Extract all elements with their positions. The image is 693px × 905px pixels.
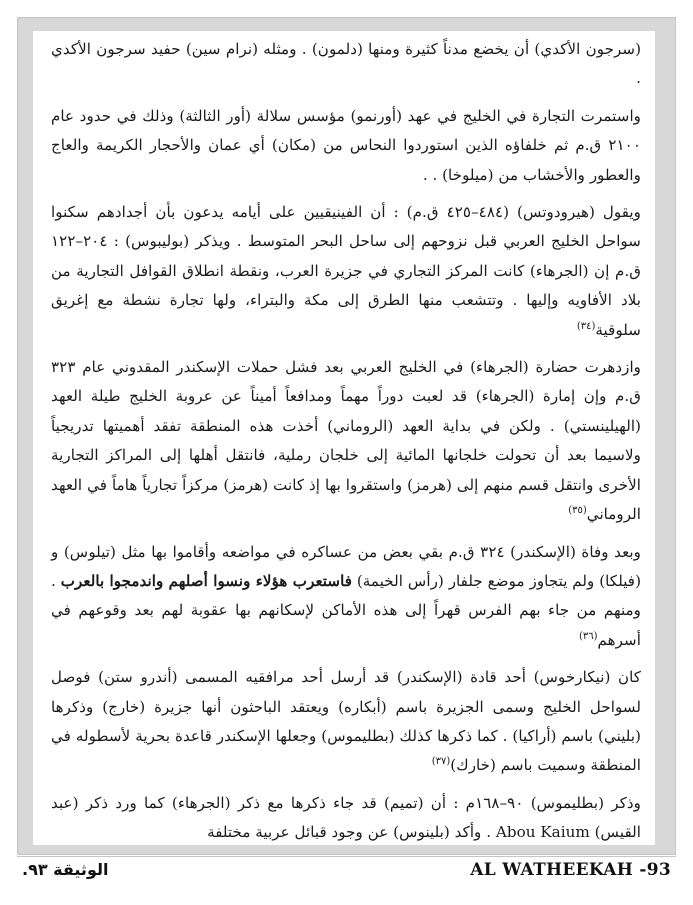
paragraph-text: كان (نيكارخوس) أحد قادة (الإسكندر) قد أرسل أحد مرافقيه المسمى (أندرو ستن) فوصل لسواحل الخليج وسمى الجزيرة باسم (أبكاره) ويعتقد الباحثون أنها جزيرة (خارج) وذكرها (بليني) باسم (أراكيا) . كما ذكرها كذلك (بطليموس) وجعلها الإسكندر قاعدة بحرية لأسطوله في المنطقة وسميت باسم (خارك) bbox=[51, 668, 641, 775]
paragraph-text: وبعد وفاة (الإسكندر) ٣٢٤ ق.م بقي بعض من عساكره في مواضعه وأقاموا بها مثل (تيلوس) و (فيلكا) ولم يتجاوز موضع جلفار (رأس الخيمة) bbox=[51, 542, 641, 590]
paragraph-text: . ومنهم من جاء بهم الفرس قهراً إلى هذه الأماكن لإسكانهم بها عقوبة لهم بعد وقوعهم في أسرهم bbox=[51, 571, 641, 649]
footer-arabic-title: الوثيقة ٩٣. bbox=[22, 860, 109, 879]
footer-divider bbox=[17, 856, 676, 857]
paragraph-text: واستمرت التجارة في الخليج في عهد (أورنمو) مؤسس سلالة (أور الثالثة) وذلك في حدود عام ٢١٠٠ ق.م ثم خلفاؤه الذين استوردوا النحاس من (مكان) أي عمان والأحجار الكريمة والعاج والعطور والأخشاب من (ميلوخا) . . bbox=[51, 106, 641, 184]
paragraph-3 bbox=[51, 198, 641, 345]
paragraph-7 bbox=[51, 789, 641, 845]
paragraph-text: (سرجون الأكدي) أن يخضع مدناً كثيرة ومنها (دلمون) . ومثله (نرام سين) حفيد سرجون الأكدي . bbox=[51, 40, 641, 88]
paragraph-2 bbox=[51, 102, 641, 190]
footnote-marker: (٣٦) bbox=[578, 630, 598, 642]
footnote-marker: (٣٧) bbox=[431, 756, 451, 768]
footnote-marker: (٣٥) bbox=[568, 505, 587, 517]
paragraph-text: وازدهرت حضارة (الجرهاء) في الخليج العربي بعد فشل حملات الإسكندر المقدوني عام ٣٢٣ ق.م وإن إمارة (الجرهاء) قد لعبت دوراً مهماً ومدافعاً أميناً عن عروبة الخليج طيلة العهد (الهيلينستي) . ولكن في بداية العهد (الروماني) أخذت هذه المنطقة تفقد أهميتها تدريجياً ولاسيما بعد أن تحولت خلجانها المائية إلى خلجان رملية، فانتقل أهلها إلى المراكز التجارية الأخرى وانتقل قسم منهم إلى (هرمز) واستقروا بها إذ كانت (هرمز) مركزاً تجارياً هاماً في العهد الروماني bbox=[51, 358, 641, 524]
footer-english-title: AL WATHEEKAH -93 bbox=[470, 860, 671, 880]
document-body bbox=[33, 31, 655, 845]
bold-phrase: فاستعرب هؤلاء ونسوا أصلهم واندمجوا بالعرب bbox=[60, 571, 352, 590]
footnote-marker: (٣٤) bbox=[576, 320, 596, 332]
paragraph-text: ويقول (هيرودوتس) (٤٨٤–٤٢٥ ق.م) : أن الفينيقيين على أيامه يدعون بأن أجدادهم سكنوا سواحل الخليج العربي قبل نزوحهم إلى ساحل البحر المتوسط . ويذكر (بوليبوس) : ٢٠٤–١٢٢ ق.م إن (الجرهاء) كانت المركز التجاري في جزيرة العرب، ونقطة انطلاق القوافل التجارية من بلاد الأفاويه وإليها . وتتشعب منها الطرق إلى مكة والبتراء، ولها تجارة نشطة مع إغريق سلوقية bbox=[51, 203, 641, 339]
paragraph-4 bbox=[51, 353, 641, 529]
paragraph-text: وذكر (بطليموس) ٩٠–١٦٨م : أن (تميم) قد جاء ذكرها مع ذكر (الجرهاء) كما ورد ذكر (عبد القيس) Abou Kaium . وأكد (بلينوس) عن وجود قبائل عربية مختلفة bbox=[51, 793, 641, 842]
paragraph-5 bbox=[51, 538, 641, 656]
paragraph-6 bbox=[51, 663, 641, 781]
paragraph-1 bbox=[51, 35, 641, 94]
